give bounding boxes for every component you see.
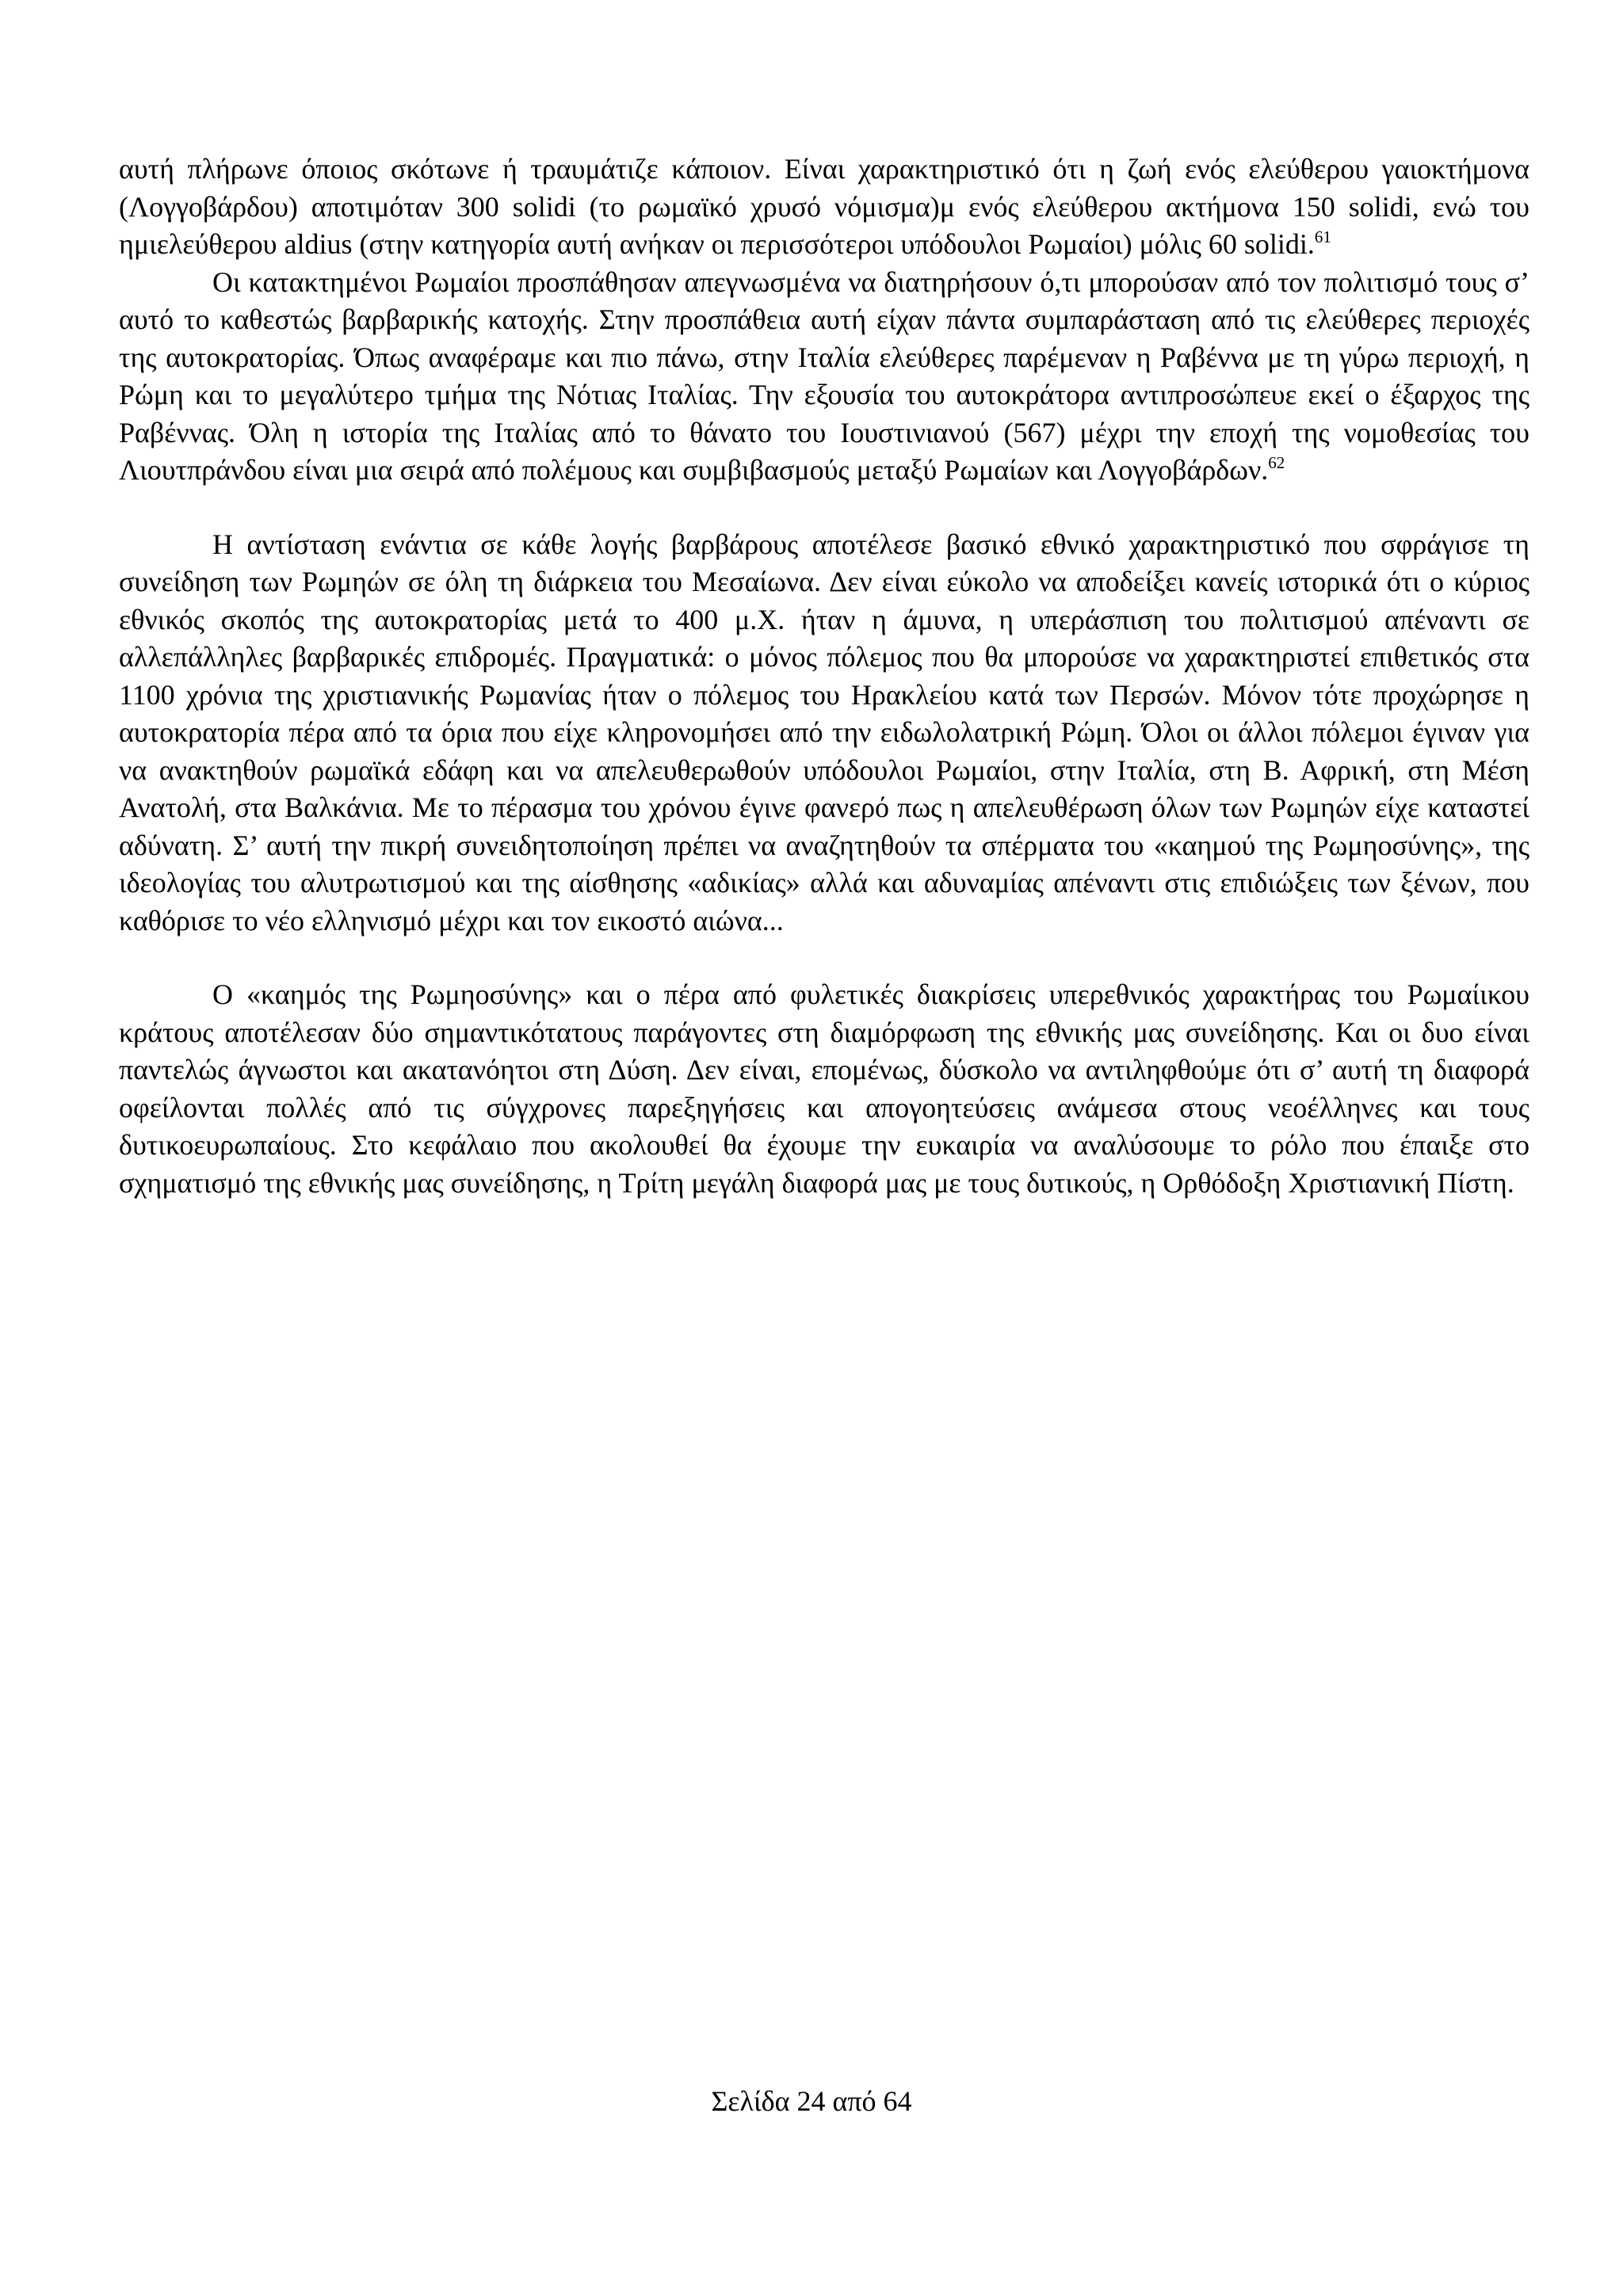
paragraph-text: αυτή πλήρωνε όποιος σκότωνε ή τραυμάτιζε κάποιον. Είναι χαρακτηριστικό ότι η ζωή ενός ελεύθερου γαιοκτήμονα (Λογγοβάρδου) αποτιμόταν 300 solidi (το ρωμαϊκό χρυσό νόμισμα)μ ενός ελεύθερου ακτήμονα 150 solidi, ενώ του ημιελεύθερου aldius (στην κατηγορία αυτή ανήκαν οι περισσότεροι υπόδουλοι Ρωμαίοι) μόλις 60 solidi. xyxy=(119,153,1529,260)
paragraph-text: Η αντίσταση ενάντια σε κάθε λογής βαρβάρους αποτέλεσε βασικό εθνικό χαρακτηριστικό που σφράγισε τη συνείδηση των Ρωμηών σε όλη τη διάρκεια του Μεσαίωνα. Δεν είναι εύκολο να αποδείξει κανείς ιστορικά ότι ο κύριος εθνικός σκοπός της αυτοκρατορίας μετά το 400 μ.Χ. ήταν η άμυνα, η υπεράσπιση του πολιτισμού απέναντι σε αλλεπάλληλες βαρβαρικές επιδρομές. Πραγματικά: ο μόνος πόλεμος που θα μπορούσε να χαρακτηριστεί επιθετικός στα 1100 χρόνια της χριστιανικής Ρωμανίας ήταν ο πόλεμος του Ηρακλείου κατά των Περσών. Μόνον τότε προχώρησε η αυτοκρατορία πέρα από τα όρια που είχε κληρονομήσει από την ειδωλολατρική Ρώμη. Όλοι οι άλλοι πόλεμοι έγιναν για να ανακτηθούν ρωμαϊκά εδάφη και να απελευθερωθούν υπόδουλοι Ρωμαίοι, στην Ιταλία, στη Β. Αφρική, στη Μέση Ανατολή, στα Βαλκάνια. Με το πέρασμα του χρόνου έγινε φανερό πως η απελευθέρωση όλων των Ρωμηών είχε καταστεί αδύνατη. Σ’ αυτή την πικρή συνειδητοποίηση πρέπει να αναζητηθούν τα σπέρματα του «καημού της Ρωμηοσύνης», της ιδεολογίας του αλυτρωτισμού και της αίσθησης «αδικίας» αλλά και αδυναμίας απέναντι στις επιδιώξεις των ξένων, που καθόρισε το νέο ελληνισμό μέχρι και τον εικοστό αιώνα... xyxy=(119,528,1529,936)
paragraph-occupied-romans xyxy=(119,264,1529,490)
footnote-reference[interactable]: 61 xyxy=(1314,227,1331,246)
paragraph-resistance xyxy=(119,526,1529,940)
paragraph-gap xyxy=(119,940,1529,976)
paragraph-gap xyxy=(119,490,1529,526)
page-number-footer: Σελίδα 24 από 64 xyxy=(711,2085,912,2117)
footnote-reference[interactable]: 62 xyxy=(1268,453,1285,472)
body-text xyxy=(119,151,1529,1202)
paragraph-continuation xyxy=(119,151,1529,264)
paragraph-romiosini xyxy=(119,976,1529,1202)
paragraph-text: Ο «καημός της Ρωμηοσύνης» και ο πέρα από φυλετικές διακρίσεις υπερεθνικός χαρακτήρας του Ρωμαίικου κράτους αποτέλεσαν δύο σημαντικότατους παράγοντες στη διαμόρφωση της εθνικής μας συνείδησης. Και οι δυο είναι παντελώς άγνωστοι και ακατανόητοι στη Δύση. Δεν είναι, επομένως, δύσκολο να αντιληφθούμε ότι σ’ αυτή τη διαφορά οφείλονται πολλές από τις σύγχρονες παρεξηγήσεις και απογοητεύσεις ανάμεσα στους νεοέλληνες και τους δυτικοευρωπαίους. Στο κεφάλαιο που ακολουθεί θα έχουμε την ευκαιρία να αναλύσουμε το ρόλο που έπαιξε στο σχηματισμό της εθνικής μας συνείδησης, η Τρίτη μεγάλη διαφορά μας με τους δυτικούς, η Ορθόδοξη Χριστιανική Πίστη. xyxy=(119,978,1529,1199)
paragraph-text: Οι κατακτημένοι Ρωμαίοι προσπάθησαν απεγνωσμένα να διατηρήσουν ό,τι μπορούσαν από τον πολιτισμό τους σ’ αυτό το καθεστώς βαρβαρικής κατοχής. Στην προσπάθεια αυτή είχαν πάντα συμπαράσταση από τις ελεύθερες περιοχές της αυτοκρατορίας. Όπως αναφέραμε και πιο πάνω, στην Ιταλία ελεύθερες παρέμεναν η Ραβέννα με τη γύρω περιοχή, η Ρώμη και το μεγαλύτερο τμήμα της Νότιας Ιταλίας. Την εξουσία του αυτοκράτορα αντιπροσώπευε εκεί ο έξαρχος της Ραβέννας. Όλη η ιστορία της Ιταλίας από το θάνατο του Ιουστινιανού (567) μέχρι την εποχή της νομοθεσίας του Λιουτπράνδου είναι μια σειρά από πολέμους και συμβιβασμούς μεταξύ Ρωμαίων και Λογγοβάρδων. xyxy=(119,265,1529,486)
